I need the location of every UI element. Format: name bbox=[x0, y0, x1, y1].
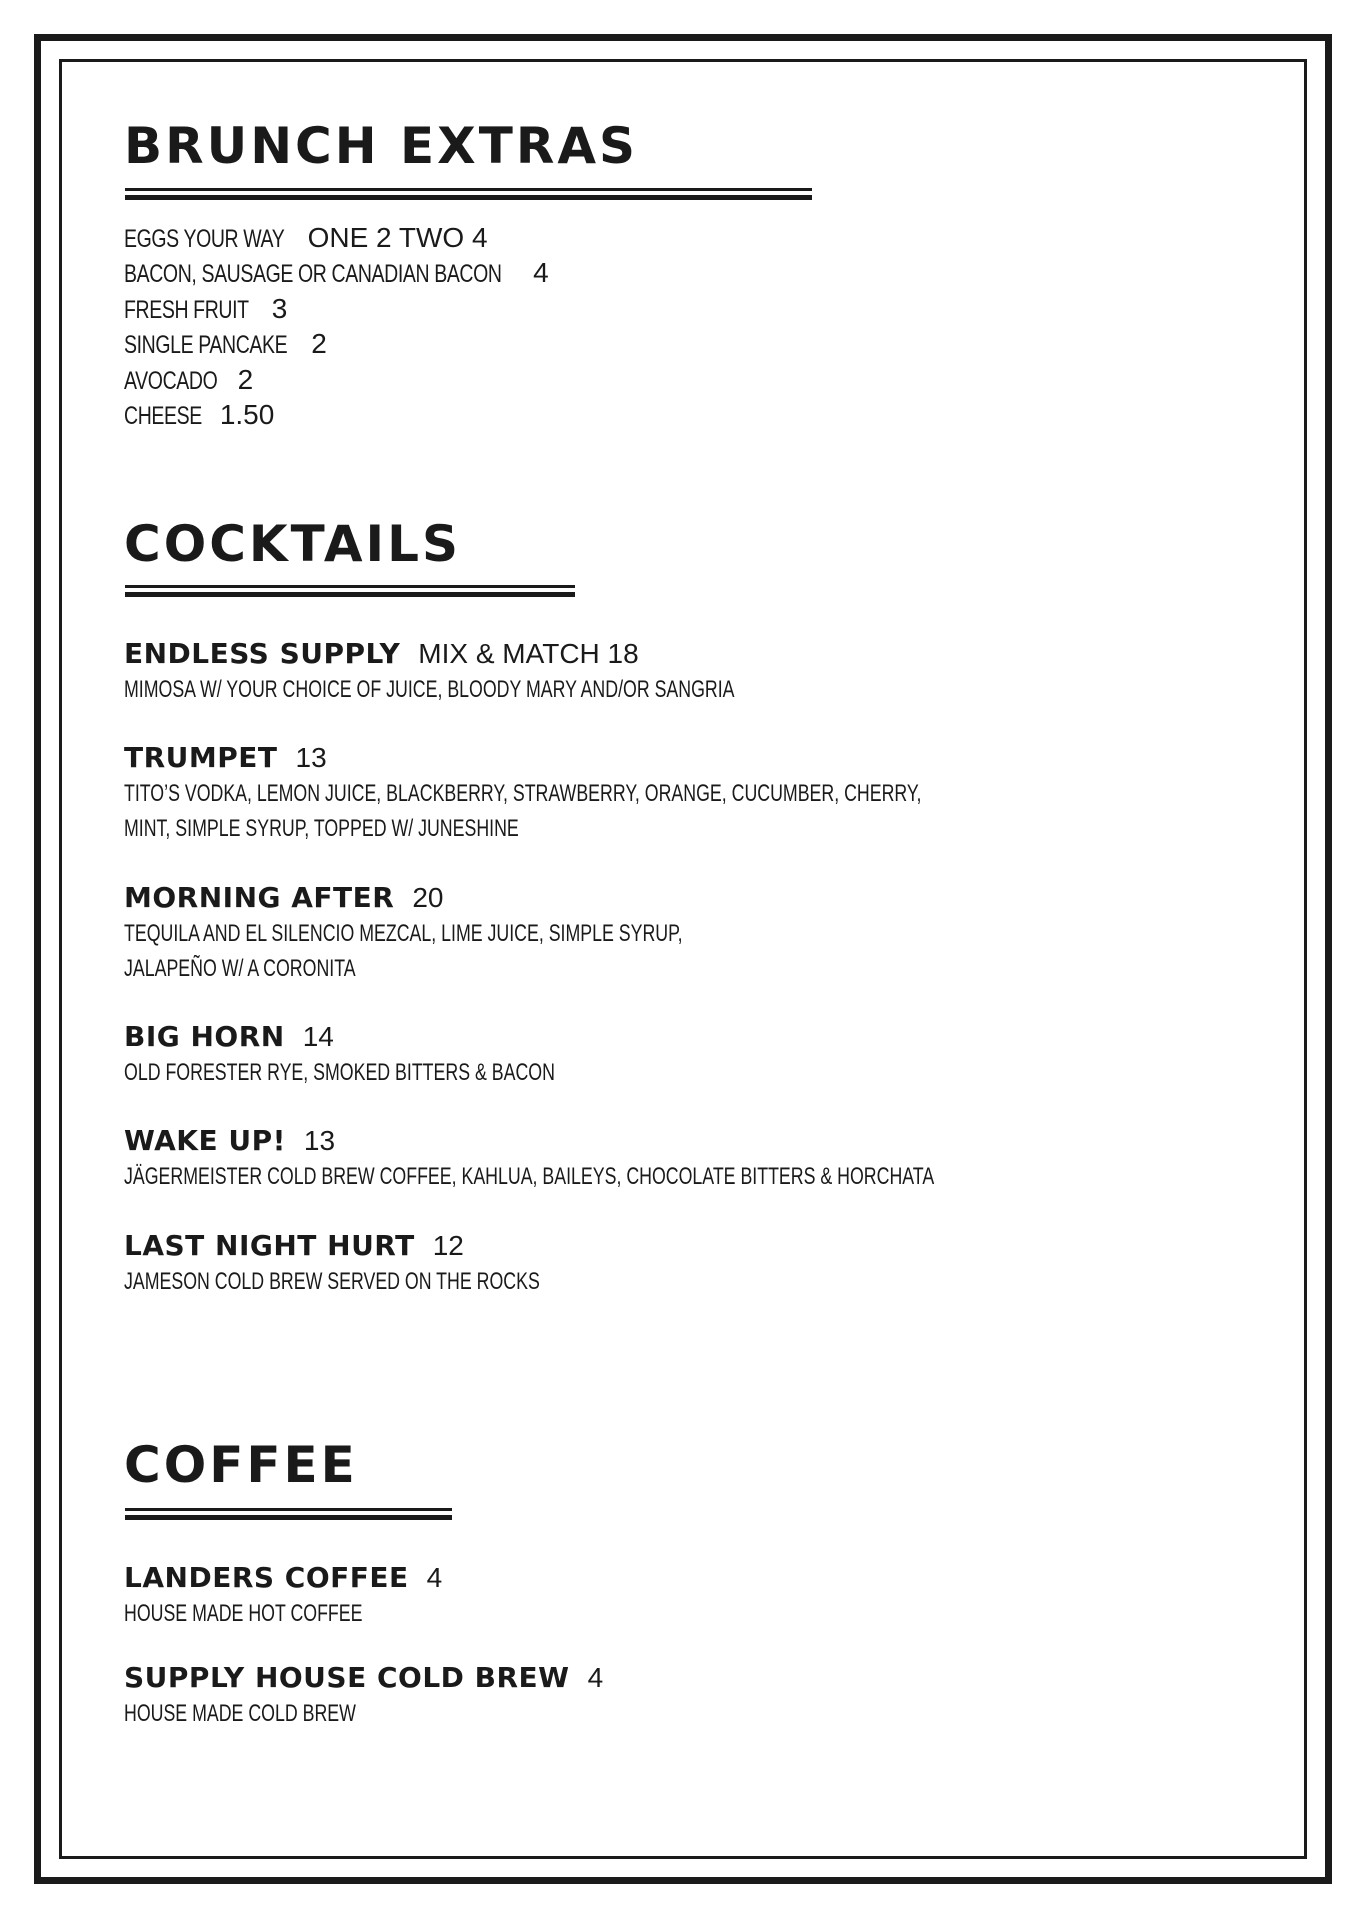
item-name: TRUMPET bbox=[124, 741, 278, 774]
list-item bbox=[124, 291, 549, 326]
item-description: MIMOSA W/ YOUR CHOICE OF JUICE, BLOODY MARY AND/OR SANGRIA bbox=[124, 676, 735, 703]
cocktail-item bbox=[124, 880, 879, 986]
list-item bbox=[124, 362, 549, 397]
item-name: BIG HORN bbox=[124, 1020, 285, 1053]
coffee-item bbox=[124, 1560, 446, 1631]
cocktails-title: COCKTAILS bbox=[124, 515, 462, 573]
extra-price: 2 bbox=[237, 363, 254, 395]
item-price: 4 bbox=[426, 1562, 443, 1593]
item-name: LAST NIGHT HURT bbox=[124, 1229, 415, 1262]
coffee-rule bbox=[125, 1508, 452, 1520]
item-description: TITO’S VODKA, LEMON JUICE, BLACKBERRY, STRAWBERRY, ORANGE, CUCUMBER, CHERRY, bbox=[124, 780, 922, 807]
item-description: OLD FORESTER RYE, SMOKED BITTERS & BACON bbox=[124, 1059, 555, 1086]
list-item bbox=[124, 255, 549, 290]
item-name: WAKE UP! bbox=[124, 1124, 286, 1157]
item-name: ENDLESS SUPPLY bbox=[124, 637, 401, 670]
item-price: 14 bbox=[302, 1021, 334, 1052]
list-item bbox=[124, 220, 549, 255]
item-price: 4 bbox=[587, 1662, 604, 1693]
cocktail-item bbox=[124, 1123, 1219, 1194]
extra-name: FRESH FRUIT bbox=[124, 295, 249, 324]
item-description: JALAPEÑO W/ A CORONITA bbox=[124, 955, 356, 982]
extra-name: BACON, SAUSAGE OR CANADIAN BACON bbox=[124, 260, 502, 289]
brunch-extras-list bbox=[124, 220, 549, 432]
extra-price: ONE 2 TWO 4 bbox=[307, 222, 488, 253]
item-description: MINT, SIMPLE SYRUP, TOPPED W/ JUNESHINE bbox=[124, 815, 519, 842]
cocktail-item bbox=[124, 740, 1202, 846]
extra-price: 2 bbox=[311, 328, 327, 360]
item-price: 13 bbox=[295, 742, 327, 773]
coffee-title: COFFEE bbox=[124, 1436, 358, 1494]
item-price: 20 bbox=[412, 882, 444, 913]
item-price: MIX & MATCH 18 bbox=[418, 638, 639, 669]
coffee-item bbox=[124, 1660, 603, 1731]
brunch-extras-rule bbox=[125, 188, 812, 200]
item-description: JÄGERMEISTER COLD BREW COFFEE, KAHLUA, BAILEYS, CHOCOLATE BITTERS & HORCHATA bbox=[124, 1163, 935, 1190]
extra-name: SINGLE PANCAKE bbox=[124, 331, 288, 360]
extra-name: CHEESE bbox=[124, 401, 202, 430]
list-item bbox=[124, 397, 549, 432]
item-description: TEQUILA AND EL SILENCIO MEZCAL, LIME JUICE, SIMPLE SYRUP, bbox=[124, 920, 683, 947]
item-name: MORNING AFTER bbox=[124, 881, 395, 914]
cocktail-item bbox=[124, 1228, 686, 1299]
item-description: JAMESON COLD BREW SERVED ON THE ROCKS bbox=[124, 1268, 540, 1295]
item-name: LANDERS COFFEE bbox=[124, 1561, 409, 1594]
extra-price: 4 bbox=[533, 257, 549, 289]
item-price: 12 bbox=[432, 1230, 464, 1261]
cocktail-item bbox=[124, 1019, 706, 1090]
item-price: 13 bbox=[303, 1125, 336, 1156]
extra-price: 1.50 bbox=[219, 398, 275, 430]
list-item bbox=[124, 326, 549, 361]
item-description: HOUSE MADE HOT COFFEE bbox=[124, 1600, 363, 1627]
extra-name: AVOCADO bbox=[124, 366, 218, 395]
cocktail-item bbox=[124, 636, 949, 707]
item-name: SUPPLY HOUSE COLD BREW bbox=[124, 1661, 570, 1694]
extra-price: 3 bbox=[271, 292, 288, 324]
item-description: HOUSE MADE COLD BREW bbox=[124, 1700, 356, 1727]
cocktails-rule bbox=[125, 585, 575, 597]
extra-name: EGGS YOUR WAY bbox=[124, 225, 285, 253]
brunch-extras-title: BRUNCH EXTRAS bbox=[124, 117, 639, 175]
